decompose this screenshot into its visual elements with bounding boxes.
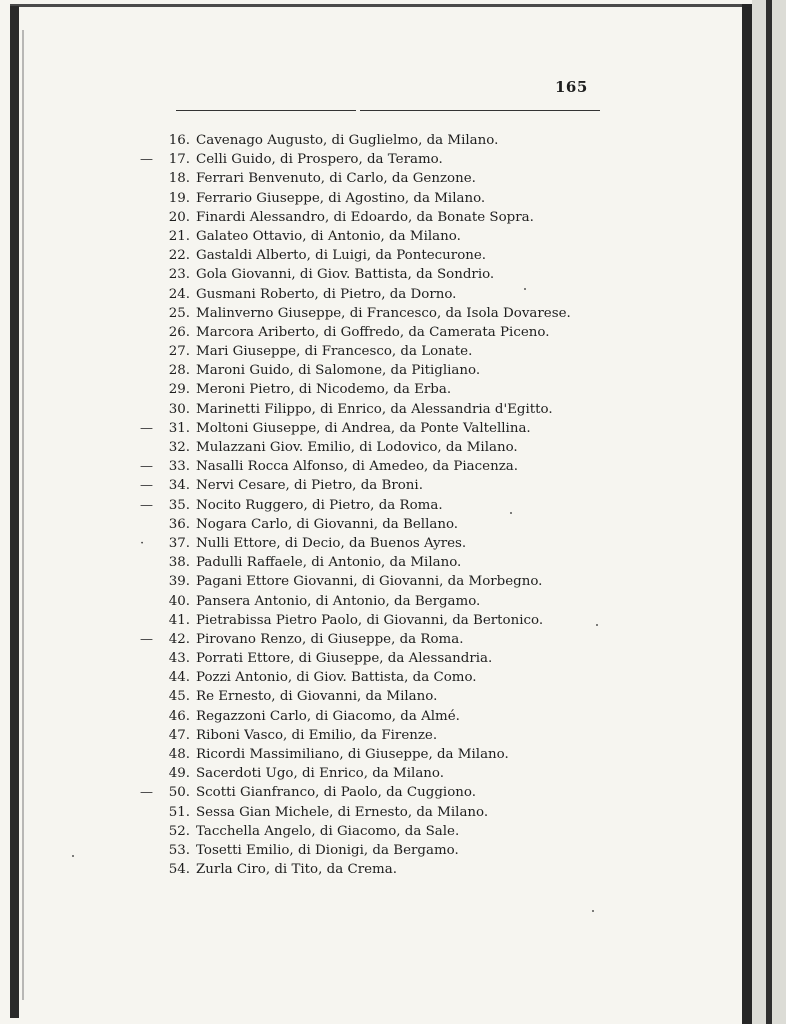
list-item (140, 189, 600, 208)
entry-text: Pansera Antonio, di Antonio, da Bergamo. (196, 593, 481, 609)
entry-number: 25. (168, 305, 190, 321)
entry-number: 32. (168, 440, 190, 455)
list-item (140, 496, 600, 515)
entry-number: 45. (168, 689, 190, 705)
entry-number: 17. (168, 152, 190, 168)
page-top-edge (10, 4, 752, 7)
entry-text: Finardi Alessandro, di Edoardo, da Bonate Sopra. (196, 209, 534, 225)
entry-text: Regazzoni Carlo, di Giacomo, da Almé. (196, 708, 460, 724)
entry-number: 39. (168, 574, 190, 590)
list-item (140, 707, 600, 726)
entry-text: Tacchella Angelo, di Giacomo, da Sale. (196, 823, 460, 839)
list-item (140, 534, 600, 553)
list-item (140, 150, 600, 169)
entry-number: 37. (168, 535, 190, 551)
list-item (140, 400, 600, 419)
entry-number: 24. (168, 286, 190, 302)
binding-right-line (766, 0, 772, 1024)
entry-number: 35. (168, 497, 190, 513)
entry-number: 16. (168, 133, 190, 148)
entry-number: 28. (168, 363, 190, 379)
list-item (140, 438, 600, 457)
entry-text: Galateo Ottavio, di Antonio, da Milano. (196, 228, 461, 244)
entry-text: Nogara Carlo, di Giovanni, da Bellano. (196, 516, 459, 532)
entry-text: Sessa Gian Michele, di Ernesto, da Milano. (196, 804, 489, 820)
list-item (140, 553, 600, 572)
entry-number: 20. (168, 209, 190, 225)
entry-text: Riboni Vasco, di Emilio, da Firenze. (196, 727, 438, 743)
entry-text: Ricordi Massimiliano, di Giuseppe, da Milano. (196, 747, 509, 762)
list-item (140, 803, 600, 822)
list-item (140, 419, 600, 438)
binding-left-shadow (22, 30, 24, 1000)
list-item (140, 380, 600, 399)
entry-text: Pozzi Antonio, di Giov. Battista, da Como. (196, 670, 477, 686)
entry-number: 43. (168, 651, 190, 667)
list-item (140, 764, 600, 783)
list-item (140, 227, 600, 246)
entry-text: Malinverno Giuseppe, di Francesco, da Isola Dovarese. (196, 305, 571, 321)
list-item (140, 592, 600, 611)
list-item (140, 783, 600, 802)
entry-text: Sacerdoti Ugo, di Enrico, da Milano. (196, 766, 445, 782)
list-item (140, 342, 600, 361)
entry-number: 50. (168, 785, 190, 801)
name-list (140, 131, 600, 879)
entry-number: 47. (168, 727, 190, 743)
entry-text: Porrati Ettore, di Giuseppe, da Alessandria. (196, 651, 493, 667)
list-item (140, 668, 600, 687)
list-item (140, 457, 600, 476)
entry-number: 34. (168, 478, 190, 494)
entry-text: Scotti Gianfranco, di Paolo, da Cuggiono. (196, 785, 476, 801)
entry-text: Marcora Ariberto, di Goffredo, da Camerata Piceno. (196, 324, 550, 340)
entry-number: 54. (168, 862, 190, 878)
entry-number: 18. (168, 171, 190, 187)
entry-number: 38. (168, 555, 190, 571)
list-item (140, 323, 600, 342)
scan-speck (596, 624, 598, 626)
entry-number: 46. (168, 708, 190, 724)
entry-text: Celli Guido, di Prospero, da Teramo. (196, 152, 443, 168)
scan-speck (592, 910, 594, 912)
entry-text: Mulazzani Giov. Emilio, di Lodovico, da Milano. (196, 440, 518, 455)
list-item (140, 860, 600, 879)
entry-text: Gastaldi Alberto, di Luigi, da Pontecurone. (196, 248, 487, 264)
entry-text: Zurla Ciro, di Tito, da Crema. (196, 862, 397, 878)
list-item (140, 726, 600, 745)
list-item (140, 515, 600, 534)
entry-number: 42. (168, 631, 190, 647)
entry-number: 23. (168, 267, 190, 283)
scan-speck (524, 288, 526, 290)
entry-text: Nasalli Rocca Alfonso, di Amedeo, da Piacenza. (196, 459, 518, 475)
page-number: 165 (555, 78, 588, 96)
entry-text: Marinetti Filippo, di Enrico, da Alessandria d'Egitto. (196, 401, 553, 417)
list-item (140, 611, 600, 630)
list-item (140, 265, 600, 284)
entry-number: 51. (168, 804, 190, 820)
list-item (140, 841, 600, 860)
entry-text: Ferrari Benvenuto, di Carlo, da Genzone. (196, 171, 476, 187)
list-item (140, 169, 600, 188)
entry-number: 36. (168, 516, 190, 532)
entry-text: Tosetti Emilio, di Dionigi, da Bergamo. (196, 842, 459, 858)
list-item (140, 687, 600, 706)
entry-text: Mari Giuseppe, di Francesco, da Lonate. (196, 344, 473, 360)
entry-number: 19. (168, 190, 190, 206)
entry-text: Pirovano Renzo, di Giuseppe, da Roma. (196, 631, 464, 647)
entry-text: Cavenago Augusto, di Guglielmo, da Milano. (196, 133, 499, 148)
list-item (140, 208, 600, 227)
entry-text: Pagani Ettore Giovanni, di Giovanni, da Morbegno. (196, 574, 543, 590)
list-item (140, 822, 600, 841)
entry-number: 27. (168, 344, 190, 360)
entry-text: Pietrabissa Pietro Paolo, di Giovanni, da Bertonico. (196, 612, 544, 628)
entry-number: 33. (168, 459, 190, 475)
header-rule-right (360, 110, 600, 111)
entry-text: Padulli Raffaele, di Antonio, da Milano. (196, 555, 462, 571)
margin-mark: — (140, 497, 153, 513)
entry-text: Meroni Pietro, di Nicodemo, da Erba. (196, 382, 452, 398)
binding-right-edge (742, 4, 752, 1024)
entry-text: Maroni Guido, di Salomone, da Pitigliano. (196, 363, 481, 379)
entry-text: Nulli Ettore, di Decio, da Buenos Ayres. (196, 535, 467, 551)
scan-speck (510, 512, 512, 514)
header-rule-left (176, 110, 356, 111)
scan-speck (72, 855, 74, 857)
entry-number: 48. (168, 747, 190, 762)
entry-number: 30. (168, 401, 190, 417)
entry-text: Gusmani Roberto, di Pietro, da Dorno. (196, 286, 457, 302)
entry-text: Nervi Cesare, di Pietro, da Broni. (196, 478, 423, 494)
list-item (140, 630, 600, 649)
margin-mark: — (140, 459, 153, 475)
entry-text: Nocito Ruggero, di Pietro, da Roma. (196, 497, 443, 513)
list-item (140, 476, 600, 495)
entry-number: 21. (168, 228, 190, 244)
entry-number: 40. (168, 593, 190, 609)
entry-text: Gola Giovanni, di Giov. Battista, da Sondrio. (196, 267, 495, 283)
list-item (140, 304, 600, 323)
entry-number: 49. (168, 766, 190, 782)
margin-mark: — (140, 631, 153, 647)
entry-number: 44. (168, 670, 190, 686)
margin-mark: — (140, 785, 153, 801)
entry-text: Moltoni Giuseppe, di Andrea, da Ponte Valtellina. (196, 420, 531, 436)
list-item (140, 131, 600, 150)
entry-text: Re Ernesto, di Giovanni, da Milano. (196, 689, 438, 705)
entry-number: 22. (168, 248, 190, 264)
entry-number: 52. (168, 823, 190, 839)
entry-number: 41. (168, 612, 190, 628)
list-item (140, 285, 600, 304)
entry-number: 31. (168, 420, 190, 436)
list-item (140, 649, 600, 668)
list-item (140, 246, 600, 265)
margin-mark: — (140, 420, 153, 436)
entry-number: 53. (168, 842, 190, 858)
entry-number: 26. (168, 324, 190, 340)
list-item (140, 361, 600, 380)
entry-text: Ferrario Giuseppe, di Agostino, da Milano. (196, 190, 486, 206)
margin-mark: · (140, 535, 145, 551)
entry-number: 29. (168, 382, 190, 398)
margin-mark: — (140, 152, 153, 168)
list-item (140, 572, 600, 591)
margin-mark: — (140, 478, 153, 494)
binding-left-edge (10, 6, 19, 1018)
list-item (140, 745, 600, 764)
